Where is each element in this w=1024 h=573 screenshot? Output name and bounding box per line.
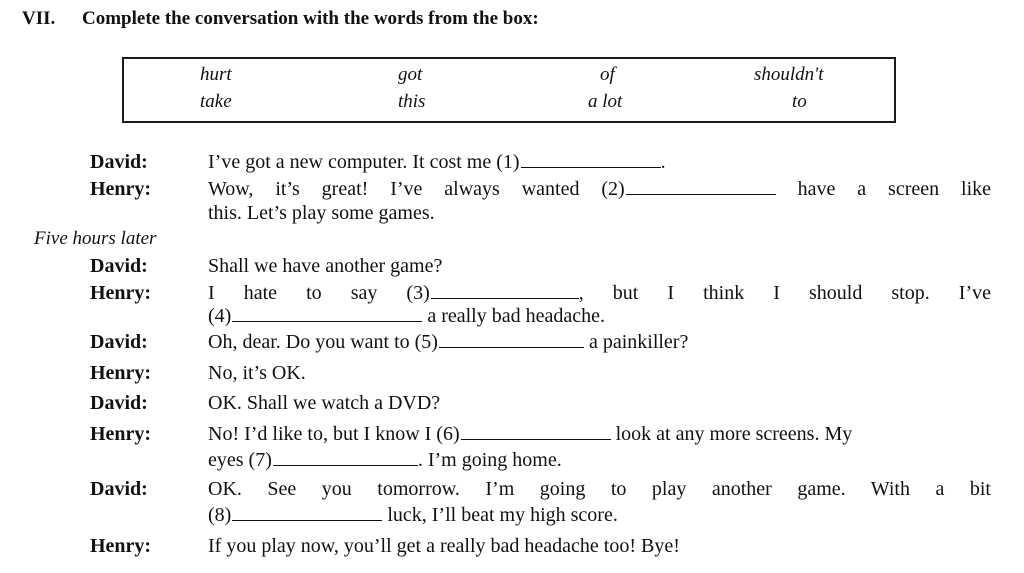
dialogue-line: OK. See you tomorrow. I’m going to play another game. With a bit	[208, 478, 991, 500]
word-box-item: to	[792, 91, 807, 112]
exercise-instruction: Complete the conversation with the words from the box:	[82, 8, 539, 29]
exercise-heading	[22, 8, 539, 30]
dialogue-line: I hate to say (3) , but I think I should stop. I’ve	[208, 282, 991, 304]
answer-blank-8[interactable]	[232, 504, 382, 521]
dialogue-line: No, it’s OK.	[208, 362, 306, 384]
speaker-label: David:	[90, 392, 148, 414]
word-box-item: of	[600, 64, 615, 85]
dialogue-line: Wow, it’s great! I’ve always wanted (2) have a screen like	[208, 178, 991, 200]
word-box-item: got	[398, 64, 423, 85]
dialogue-line: Shall we have another game?	[208, 255, 443, 277]
answer-blank-1[interactable]	[521, 151, 661, 168]
dialogue-line: this. Let’s play some games.	[208, 202, 435, 224]
word-box-item: a lot	[588, 91, 623, 112]
answer-blank-3[interactable]	[431, 282, 579, 299]
dialogue-line: (8) luck, I’ll beat my high score.	[208, 504, 618, 526]
speaker-label: Henry:	[90, 535, 152, 557]
answer-blank-5[interactable]	[439, 331, 584, 348]
speaker-label: David:	[90, 151, 148, 173]
answer-blank-4[interactable]	[232, 305, 422, 322]
speaker-label: Henry:	[90, 362, 152, 384]
word-box-item: take	[200, 91, 232, 112]
dialogue-line: Oh, dear. Do you want to (5) a painkiller?	[208, 331, 689, 353]
exercise-number: VII.	[22, 8, 56, 29]
speaker-label: David:	[90, 331, 148, 353]
word-box	[122, 57, 896, 123]
dialogue-line: I’ve got a new computer. It cost me (1) .	[208, 151, 666, 173]
answer-blank-7[interactable]	[273, 449, 418, 466]
dialogue-line: No! I’d like to, but I know I (6) look at any more screens. My	[208, 423, 853, 445]
speaker-label: David:	[90, 478, 148, 500]
dialogue-line: OK. Shall we watch a DVD?	[208, 392, 441, 414]
word-box-item: shouldn't	[754, 64, 824, 85]
speaker-label: David:	[90, 255, 148, 277]
word-box-item: hurt	[200, 64, 232, 85]
answer-blank-2[interactable]	[626, 178, 776, 195]
word-box-item: this	[398, 91, 426, 112]
speaker-label: Henry:	[90, 423, 152, 445]
speaker-label: Henry:	[90, 178, 152, 200]
answer-blank-6[interactable]	[461, 423, 611, 440]
speaker-label: Henry:	[90, 282, 152, 304]
dialogue-line: (4) a really bad headache.	[208, 305, 605, 327]
dialogue-line: eyes (7) . I’m going home.	[208, 449, 562, 471]
scene-note: Five hours later	[34, 228, 157, 249]
dialogue-line: If you play now, you’ll get a really bad headache too! Bye!	[208, 535, 680, 557]
